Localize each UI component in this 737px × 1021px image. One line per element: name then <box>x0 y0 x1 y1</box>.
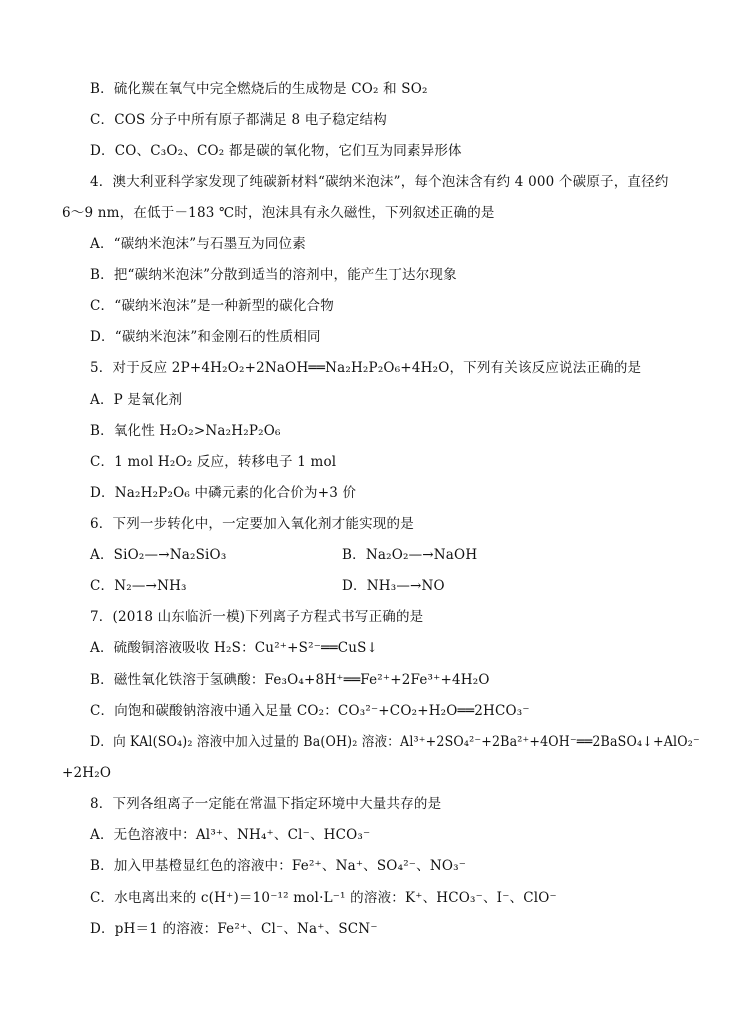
q3-option-d: D．CO、C₃O₂、CO₂ 都是碳的氧化物，它们互为同素异形体 <box>90 143 462 159</box>
q8-option-a: A．无色溶液中：Al³⁺、NH₄⁺、Cl⁻、HCO₃⁻ <box>90 827 371 843</box>
q4-option-d: D．“碳纳米泡沫”和金刚石的性质相同 <box>90 329 321 345</box>
q8-option-d: D．pH＝1 的溶液：Fe²⁺、Cl⁻、Na⁺、SCN⁻ <box>90 921 378 937</box>
q4-option-a: A．“碳纳米泡沫”与石墨互为同位素 <box>90 236 306 252</box>
q4-stem: 4．澳大利亚科学家发现了纯碳新材料“碳纳米泡沫”，每个泡沫含有约 4 000 个碳原子，直径约 <box>90 174 669 190</box>
q7-option-b: B．磁性氧化铁溶于氢碘酸：Fe₃O₄+8H⁺══Fe²⁺+2Fe³⁺+4H₂O <box>90 672 490 688</box>
q7-option-d-continued: +2H₂O <box>62 765 112 781</box>
q5-stem: 5．对于反应 2P+4H₂O₂+2NaOH══Na₂H₂P₂O₆+4H₂O，下列有关该反应说法正确的是 <box>90 360 642 376</box>
q5-option-d: D．Na₂H₂P₂O₆ 中磷元素的化合价为+3 价 <box>90 485 357 501</box>
q6-option-d: D．NH₃—→NO <box>342 578 445 594</box>
q6-option-b: B．Na₂O₂—→NaOH <box>342 547 478 563</box>
q7-option-c: C．向饱和碳酸钠溶液中通入足量 CO₂：CO₃²⁻+CO₂+H₂O══2HCO₃⁻ <box>90 703 530 719</box>
q5-option-c: C．1 mol H₂O₂ 反应，转移电子 1 mol <box>90 454 337 470</box>
q8-option-b: B．加入甲基橙显红色的溶液中：Fe²⁺、Na⁺、SO₄²⁻、NO₃⁻ <box>90 858 467 874</box>
q6-option-c: C．N₂—→NH₃ <box>90 578 187 594</box>
q3-option-b: B．硫化羰在氧气中完全燃烧后的生成物是 CO₂ 和 SO₂ <box>90 81 428 97</box>
q8-stem: 8．下列各组离子一定能在常温下指定环境中大量共存的是 <box>90 796 442 812</box>
q7-option-d: D．向 KAl(SO₄)₂ 溶液中加入过量的 Ba(OH)₂ 溶液：Al³⁺+2SO₄²⁻+2Ba²⁺+4OH⁻══2BaSO₄↓+AlO₂⁻ <box>90 734 700 750</box>
q6-stem: 6．下列一步转化中，一定要加入氧化剂才能实现的是 <box>90 516 414 532</box>
q5-option-b: B．氧化性 H₂O₂>Na₂H₂P₂O₆ <box>90 423 281 439</box>
q5-option-a: A．P 是氧化剂 <box>90 392 183 408</box>
q4-stem-continued: 6～9 nm，在低于－183 ℃时，泡沫具有永久磁性，下列叙述正确的是 <box>62 205 495 221</box>
q7-stem: 7．(2018 山东临沂一模)下列离子方程式书写正确的是 <box>90 609 424 625</box>
q3-option-c: C．COS 分子中所有原子都满足 8 电子稳定结构 <box>90 112 387 128</box>
q7-option-a: A．硫酸铜溶液吸收 H₂S：Cu²⁺+S²⁻══CuS↓ <box>90 640 379 656</box>
q6-option-a: A．SiO₂—→Na₂SiO₃ <box>90 547 227 563</box>
q8-option-c: C．水电离出来的 c(H⁺)＝10⁻¹² mol·L⁻¹ 的溶液：K⁺、HCO₃⁻、I⁻、ClO⁻ <box>90 890 557 906</box>
q4-option-c: C．“碳纳米泡沫”是一种新型的碳化合物 <box>90 298 334 314</box>
q4-option-b: B．把“碳纳米泡沫”分散到适当的溶剂中，能产生丁达尔现象 <box>90 267 457 283</box>
